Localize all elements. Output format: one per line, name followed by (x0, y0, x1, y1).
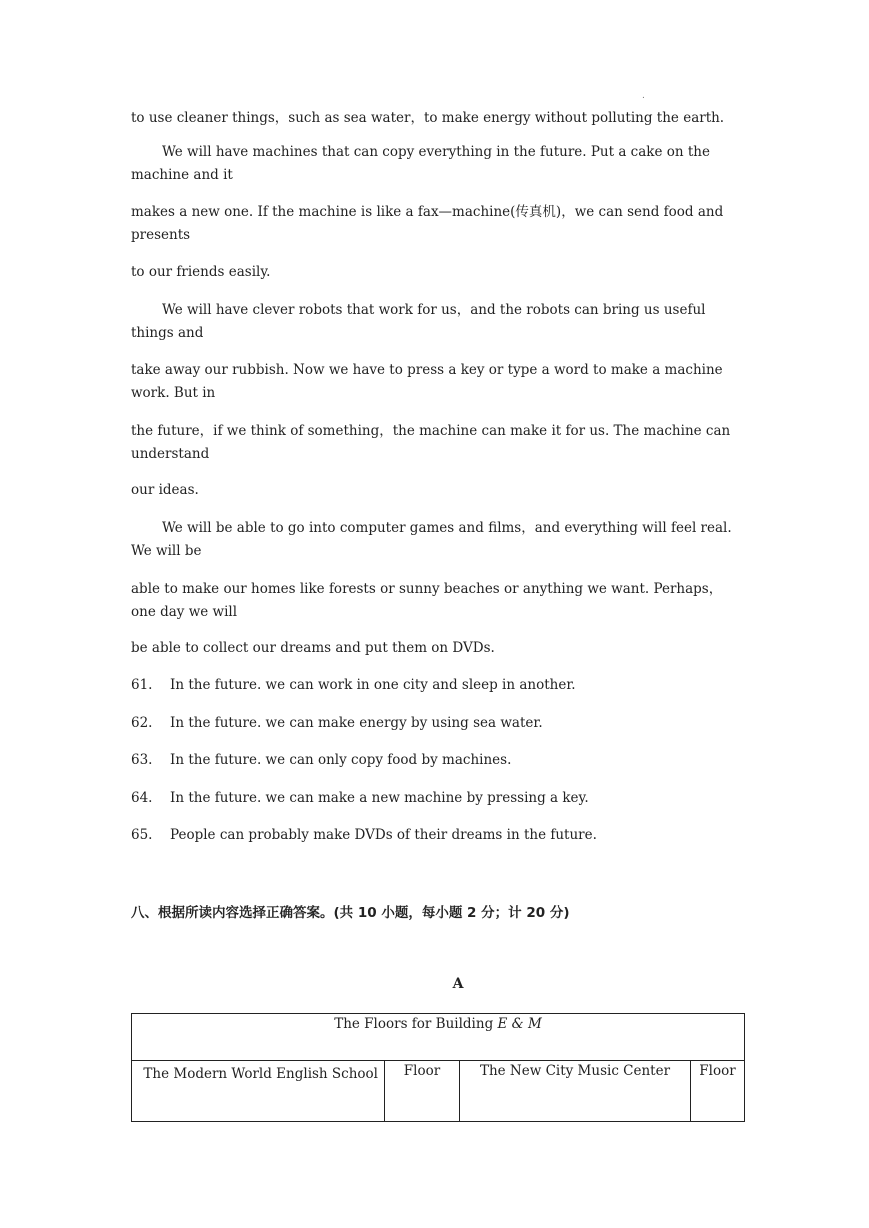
question-62 (131, 715, 543, 731)
paragraph-line: our ideas. (131, 482, 199, 498)
floors-table (131, 1013, 745, 1122)
paragraph-line: take away our rubbish. Now we have to press a key or type a word to make a machine work. But in (131, 362, 723, 401)
paragraph-line: able to make our homes like forests or sunny beaches or anything we want. Perhaps，one day we will (131, 581, 723, 620)
section-heading: 八、根据所读内容选择正确答案。(共 10 小题，每小题 2 分；计 20 分) (131, 905, 570, 921)
paragraph-line: to use cleaner things，such as sea water，to make energy without polluting the earth. (131, 110, 725, 126)
page-mark: . (642, 91, 645, 101)
question-61 (131, 677, 576, 693)
building-name: E & M (497, 1016, 542, 1032)
paragraph-line: the future，if we think of something，the machine can make it for us. The machine can understand (131, 423, 731, 462)
question-64 (131, 790, 589, 806)
question-number: 65. (131, 827, 153, 843)
table-title-text: The Floors for Building (334, 1016, 498, 1032)
question-number: 61. (131, 677, 153, 693)
question-text: In the future. we can make a new machine by pressing a key. (170, 790, 589, 806)
question-text: In the future. we can make energy by using sea water. (170, 715, 543, 731)
header-english-school: The Modern World English School (132, 1061, 385, 1122)
question-text: People can probably make DVDs of their dreams in the future. (170, 827, 597, 843)
paragraph-line: We will have machines that can copy everything in the future. Put a cake on the machine and it (131, 144, 710, 183)
part-label: A (452, 976, 464, 992)
paragraph-line: We will have clever robots that work for us，and the robots can bring us useful things and (131, 302, 706, 341)
question-number: 64. (131, 790, 153, 806)
paragraph-line: to our friends easily. (131, 264, 271, 280)
question-number: 63. (131, 752, 153, 768)
header-floor: Floor (691, 1061, 745, 1122)
question-number: 62. (131, 715, 153, 731)
question-63 (131, 752, 511, 768)
table-title (132, 1014, 745, 1061)
paragraph-line: We will be able to go into computer games and films，and everything will feel real. We will be (131, 520, 732, 559)
question-65 (131, 827, 597, 843)
header-music-center: The New City Music Center (460, 1061, 691, 1122)
header-floor: Floor (385, 1061, 460, 1122)
paragraph-line: be able to collect our dreams and put them on DVDs. (131, 640, 495, 656)
question-text: In the future. we can only copy food by machines. (170, 752, 512, 768)
question-text: In the future. we can work in one city and sleep in another. (170, 677, 576, 693)
paragraph-line: makes a new one. If the machine is like a fax—machine(传真机)，we can send food and presents (131, 204, 724, 243)
